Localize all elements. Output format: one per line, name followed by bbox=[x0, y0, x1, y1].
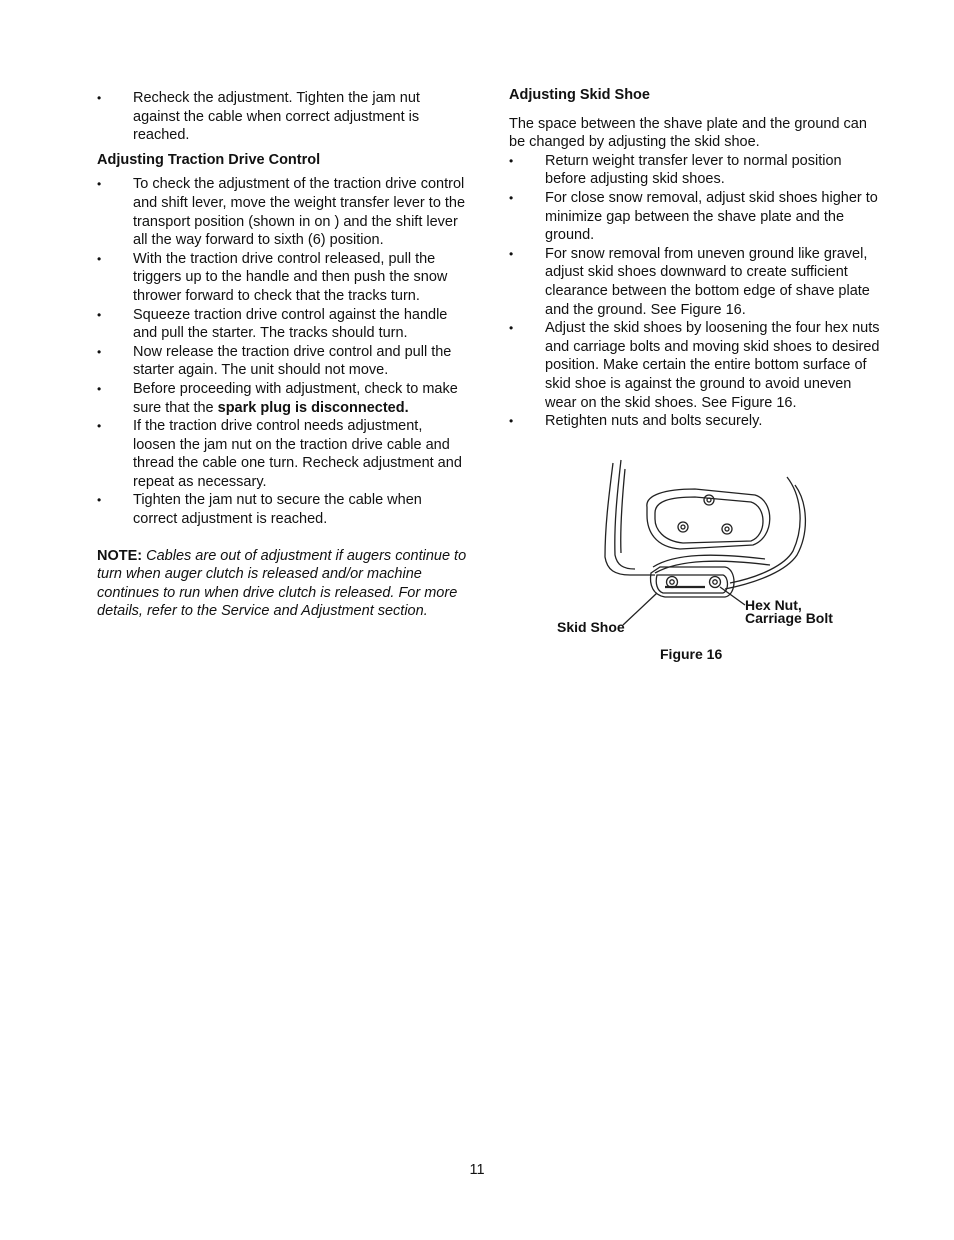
list-item: • Adjust the skid shoes by loosening the four hex nuts and carriage bolts and moving skid shoes to desired position. Make certain the entire bottom surface of skid shoe is against the ground to avoid uneven wear on the skid shoes. See Figure 16. bbox=[509, 319, 881, 412]
right-column bbox=[509, 86, 881, 431]
list-item: • For close snow removal, adjust skid shoes higher to minimize gap between the shave plate and the ground. bbox=[509, 189, 881, 245]
spark-bullet-text: Before proceeding with adjustment, check to make sure that the bbox=[133, 380, 458, 416]
figure-16 bbox=[555, 455, 855, 670]
list-item: • Return weight transfer lever to normal position before adjusting skid shoes. bbox=[509, 152, 881, 189]
list-item: • If the traction drive control needs adjustment, loosen the jam nut on the traction drive cable and thread the cable one turn. Recheck adjustment and repeat as necessary. bbox=[97, 417, 469, 491]
skid-shoe-intro: The space between the shave plate and the ground can be changed by adjusting the skid shoe. bbox=[509, 115, 867, 151]
note-label: NOTE: bbox=[97, 547, 143, 564]
skid-shoe-label: Skid Shoe bbox=[557, 619, 625, 635]
list-item: • Now release the traction drive control and pull the starter again. The unit should not move. bbox=[97, 343, 469, 380]
skid-shoe-illustration bbox=[555, 455, 855, 670]
list-item: • Recheck the adjustment. Tighten the jam nut against the cable when correct adjustment is reached. bbox=[97, 89, 469, 145]
hex-nut-label: Hex Nut, bbox=[745, 597, 802, 613]
traction-drive-bullet-list bbox=[97, 175, 469, 528]
list-item: • To check the adjustment of the traction drive control and shift lever, move the weight transfer lever to the transport position (shown in on ) and the shift lever all the way forward to sixth (6) position. bbox=[97, 175, 469, 249]
spark-bullet-bold-text: spark plug is disconnected. bbox=[217, 399, 409, 416]
note-text: Cables are out of adjustment if augers continue to turn when auger clutch is released and/or machine continues to run when drive clutch is released. For more details, refer to the Service and Adjustment section. bbox=[97, 547, 467, 620]
list-item: • Retighten nuts and bolts securely. bbox=[509, 412, 881, 431]
list-item: • Tighten the jam nut to secure the cable when correct adjustment is reached. bbox=[97, 491, 469, 528]
traction-drive-heading: Adjusting Traction Drive Control bbox=[97, 151, 321, 168]
list-item: • With the traction drive control released, pull the triggers up to the handle and then push the snow thrower forward to check that the tracks turn. bbox=[97, 250, 469, 306]
page-number: 11 bbox=[469, 1162, 485, 1178]
skid-shoe-bullet-list bbox=[509, 152, 881, 431]
list-item: • For snow removal from uneven ground like gravel, adjust skid shoes downward to create sufficient clearance between the bottom edge of shave plate and the ground. See Figure 16. bbox=[509, 245, 881, 319]
intro-bullet-list bbox=[97, 89, 469, 145]
figure-caption: Figure 16 bbox=[660, 646, 723, 662]
carriage-bolt-label: Carriage Bolt bbox=[745, 610, 833, 626]
list-item: • Squeeze traction drive control against the handle and pull the starter. The tracks should turn. bbox=[97, 306, 469, 343]
left-column bbox=[97, 89, 469, 621]
spark-plug-list-item bbox=[97, 380, 469, 417]
skid-shoe-heading: Adjusting Skid Shoe bbox=[509, 87, 650, 103]
note-paragraph bbox=[97, 547, 469, 621]
